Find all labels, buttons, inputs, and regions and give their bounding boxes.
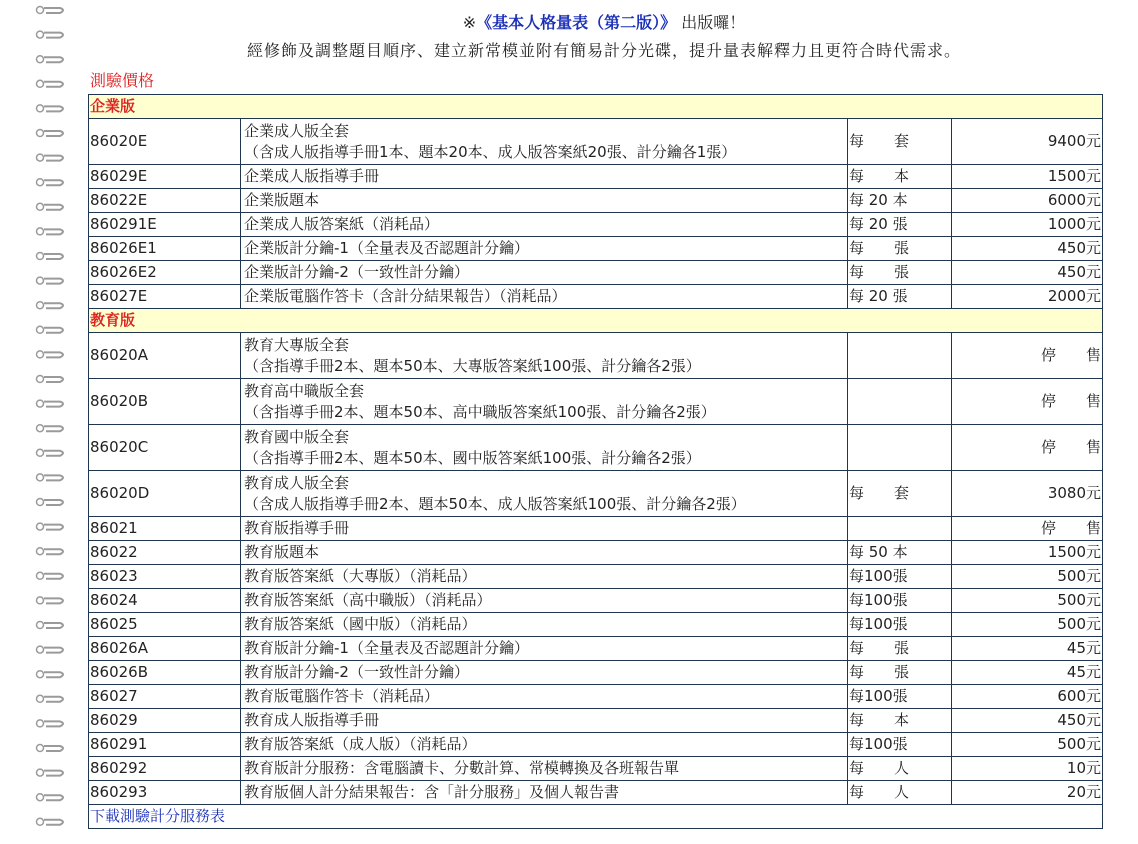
- unit: 每 本: [848, 709, 952, 733]
- product-code: 86023: [89, 565, 241, 589]
- product-name-cell: [241, 119, 848, 165]
- table-row: [89, 261, 1103, 285]
- unit: [848, 333, 952, 379]
- product-name: 企業版電腦作答卡（含計分結果報告）（消耗品）: [244, 287, 567, 305]
- table-row: [89, 565, 1103, 589]
- product-name-cell: [241, 613, 848, 637]
- unit: 每 套: [848, 471, 952, 517]
- product-name-cell: [241, 425, 848, 471]
- product-name: 教育版電腦作答卡（消耗品）: [244, 687, 440, 705]
- product-name: 教育大專版全套: [244, 335, 350, 354]
- product-code: 86027E: [89, 285, 241, 309]
- binder-ring: [37, 597, 64, 604]
- price: 500元: [952, 565, 1103, 589]
- binder-ring: [37, 179, 64, 186]
- product-name: 企業成人版全套: [244, 121, 350, 140]
- price: 9400元: [952, 119, 1103, 165]
- product-name: 教育版答案紙（高中職版）（消耗品）: [244, 591, 492, 609]
- product-detail: （含指導手冊2本、題本50本、大專版答案紙100張、計分鑰各2張）: [244, 356, 701, 375]
- price: 500元: [952, 733, 1103, 757]
- table-row: [89, 425, 1103, 471]
- binder-ring: [37, 326, 64, 333]
- price: 1500元: [952, 165, 1103, 189]
- table-row: [89, 165, 1103, 189]
- product-code: 86024: [89, 589, 241, 613]
- price: 500元: [952, 589, 1103, 613]
- product-name-cell: [241, 333, 848, 379]
- product-code: 86020A: [89, 333, 241, 379]
- table-row: [89, 541, 1103, 565]
- price: 450元: [952, 261, 1103, 285]
- product-code: 860291: [89, 733, 241, 757]
- product-name: 企業成人版指導手冊: [244, 167, 380, 185]
- table-row: [89, 661, 1103, 685]
- binder-ring: [37, 56, 64, 63]
- binder-ring: [37, 302, 64, 309]
- table-row: [89, 637, 1103, 661]
- product-name: 企業版計分鑰-1（全量表及否認題計分鑰）: [244, 239, 529, 257]
- product-name-cell: [241, 685, 848, 709]
- reference-mark: ※: [462, 13, 477, 32]
- product-name-cell: [241, 471, 848, 517]
- unit: 每 20 張: [848, 285, 952, 309]
- binder-ring: [37, 7, 64, 14]
- product-name-cell: [241, 709, 848, 733]
- unit: [848, 379, 952, 425]
- product-name-cell: [241, 237, 848, 261]
- product-code: 86021: [89, 517, 241, 541]
- product-code: 860292: [89, 757, 241, 781]
- product-code: 86029: [89, 709, 241, 733]
- product-name: 教育高中職版全套: [244, 381, 365, 400]
- unit: 每 20 張: [848, 213, 952, 237]
- binder-ring: [37, 572, 64, 579]
- product-name-cell: [241, 517, 848, 541]
- binder-ring: [37, 474, 64, 481]
- product-name-cell: [241, 781, 848, 805]
- price: 10元: [952, 757, 1103, 781]
- binder-ring: [37, 228, 64, 235]
- unit: 每 人: [848, 757, 952, 781]
- table-row: [89, 213, 1103, 237]
- product-name: 教育版題本: [244, 543, 320, 561]
- unit: 每 張: [848, 261, 952, 285]
- section-header-row: [89, 309, 1103, 333]
- binder-ring: [37, 720, 64, 727]
- unit: 每 人: [848, 781, 952, 805]
- price: 20元: [952, 781, 1103, 805]
- book-title[interactable]: 《基本人格量表（第二版）》: [476, 13, 677, 32]
- product-name: 教育版指導手冊: [244, 519, 350, 537]
- product-name-cell: [241, 379, 848, 425]
- product-code: 86029E: [89, 165, 241, 189]
- binder-ring: [37, 548, 64, 555]
- unit: [848, 517, 952, 541]
- product-name-cell: [241, 589, 848, 613]
- section-title: 企業版: [89, 95, 1103, 119]
- price: 45元: [952, 637, 1103, 661]
- product-detail: （含成人版指導手冊2本、題本50本、成人版答案紙100張、計分鑰各2張）: [244, 494, 746, 513]
- binder-ring: [37, 695, 64, 702]
- price: 1500元: [952, 541, 1103, 565]
- unit: 每100張: [848, 685, 952, 709]
- product-code: 86020B: [89, 379, 241, 425]
- binder-ring: [37, 818, 64, 825]
- price: 600元: [952, 685, 1103, 709]
- product-name-cell: [241, 565, 848, 589]
- product-name-cell: [241, 213, 848, 237]
- product-name-cell: [241, 757, 848, 781]
- binder-ring: [37, 351, 64, 358]
- binder-ring: [37, 130, 64, 137]
- product-name: 教育版答案紙（大專版）（消耗品）: [244, 567, 477, 585]
- table-row: [89, 119, 1103, 165]
- binder-ring: [37, 745, 64, 752]
- product-name: 教育版答案紙（國中版）（消耗品）: [244, 615, 477, 633]
- download-scoring-form-link[interactable]: 下載測驗計分服務表: [89, 805, 1103, 829]
- price: 2000元: [952, 285, 1103, 309]
- product-name-cell: [241, 733, 848, 757]
- binder-ring: [37, 523, 64, 530]
- binder-ring: [37, 622, 64, 629]
- product-code: 86026A: [89, 637, 241, 661]
- binder-ring: [37, 449, 64, 456]
- price: 1000元: [952, 213, 1103, 237]
- product-detail: （含成人版指導手冊1本、題本20本、成人版答案紙20張、計分鑰各1張）: [244, 142, 737, 161]
- product-name: 企業版計分鑰-2（一致性計分鑰）: [244, 263, 469, 281]
- unit: 每 套: [848, 119, 952, 165]
- price: 停 售: [952, 517, 1103, 541]
- table-row: [89, 781, 1103, 805]
- product-code: 860293: [89, 781, 241, 805]
- table-row: [89, 685, 1103, 709]
- binder-ring: [37, 80, 64, 87]
- unit: 每 張: [848, 237, 952, 261]
- price: 450元: [952, 709, 1103, 733]
- product-name: 教育成人版指導手冊: [244, 711, 380, 729]
- product-code: 86020D: [89, 471, 241, 517]
- binder-ring: [37, 105, 64, 112]
- binder-ring: [37, 769, 64, 776]
- product-name: 教育版答案紙（成人版）（消耗品）: [244, 735, 477, 753]
- unit: 每 張: [848, 661, 952, 685]
- table-row: [89, 733, 1103, 757]
- product-code: 86026B: [89, 661, 241, 685]
- unit: [848, 425, 952, 471]
- product-name-cell: [241, 189, 848, 213]
- binder-ring: [37, 203, 64, 210]
- product-name: 企業成人版答案紙（消耗品）: [244, 215, 440, 233]
- table-row: [89, 709, 1103, 733]
- table-row: [89, 471, 1103, 517]
- product-name: 教育版個人計分結果報告：含「計分服務」及個人報告書: [244, 783, 620, 801]
- product-name: 企業版題本: [244, 191, 320, 209]
- product-code: 86027: [89, 685, 241, 709]
- product-name-cell: [241, 261, 848, 285]
- binder-ring: [37, 253, 64, 260]
- price: 停 售: [952, 379, 1103, 425]
- product-name: 教育國中版全套: [244, 427, 350, 446]
- binder-ring: [37, 646, 64, 653]
- product-code: 86026E1: [89, 237, 241, 261]
- table-row: [89, 189, 1103, 213]
- binder-ring: [37, 794, 64, 801]
- unit: 每100張: [848, 613, 952, 637]
- table-row: [89, 757, 1103, 781]
- product-code: 86022E: [89, 189, 241, 213]
- unit: 每100張: [848, 589, 952, 613]
- price-table: [88, 94, 1103, 829]
- footer-row: [89, 805, 1103, 829]
- product-code: 86020E: [89, 119, 241, 165]
- binder-ring: [37, 671, 64, 678]
- unit: 每 50 本: [848, 541, 952, 565]
- unit: 每 本: [848, 165, 952, 189]
- unit: 每 張: [848, 637, 952, 661]
- table-row: [89, 517, 1103, 541]
- announcement-subtitle: 經修飾及調整題目順序、建立新常模並附有簡易計分光碟，提升量表解釋力且更符合時代需求。: [246, 41, 961, 60]
- product-name-cell: [241, 541, 848, 565]
- price: 停 售: [952, 333, 1103, 379]
- product-name-cell: [241, 637, 848, 661]
- price: 3080元: [952, 471, 1103, 517]
- product-name-cell: [241, 165, 848, 189]
- section-header-row: [89, 95, 1103, 119]
- product-code: 86020C: [89, 425, 241, 471]
- product-name: 教育版計分鑰-2（一致性計分鑰）: [244, 663, 469, 681]
- binder-ring: [37, 400, 64, 407]
- product-detail: （含指導手冊2本、題本50本、國中版答案紙100張、計分鑰各2張）: [244, 448, 701, 467]
- announcement-line: [70, 10, 1138, 33]
- binder-ring: [37, 31, 64, 38]
- product-name-cell: [241, 285, 848, 309]
- table-row: [89, 237, 1103, 261]
- table-row: [89, 589, 1103, 613]
- binder-ring: [37, 154, 64, 161]
- price: 6000元: [952, 189, 1103, 213]
- section-title: 教育版: [89, 309, 1103, 333]
- product-code: 86026E2: [89, 261, 241, 285]
- binder-ring: [37, 376, 64, 383]
- table-row: [89, 379, 1103, 425]
- product-name: 教育版計分服務：含電腦讀卡、分數計算、常模轉換及各班報告單: [244, 759, 680, 777]
- product-detail: （含指導手冊2本、題本50本、高中職版答案紙100張、計分鑰各2張）: [244, 402, 716, 421]
- table-row: [89, 285, 1103, 309]
- binder-ring: [37, 499, 64, 506]
- table-row: [89, 613, 1103, 637]
- price: 500元: [952, 613, 1103, 637]
- price: 450元: [952, 237, 1103, 261]
- unit: 每 20 本: [848, 189, 952, 213]
- table-row: [89, 333, 1103, 379]
- binder-rings: [0, 0, 70, 844]
- published-text: 出版囉！: [676, 13, 746, 32]
- binder-ring: [37, 425, 64, 432]
- product-name-cell: [241, 661, 848, 685]
- product-name: 教育版計分鑰-1（全量表及否認題計分鑰）: [244, 639, 529, 657]
- product-code: 86025: [89, 613, 241, 637]
- unit: 每100張: [848, 733, 952, 757]
- price: 45元: [952, 661, 1103, 685]
- product-code: 860291E: [89, 213, 241, 237]
- price-heading: 測驗價格: [90, 71, 155, 90]
- product-code: 86022: [89, 541, 241, 565]
- unit: 每100張: [848, 565, 952, 589]
- price: 停 售: [952, 425, 1103, 471]
- binder-ring: [37, 277, 64, 284]
- product-name: 教育成人版全套: [244, 473, 350, 492]
